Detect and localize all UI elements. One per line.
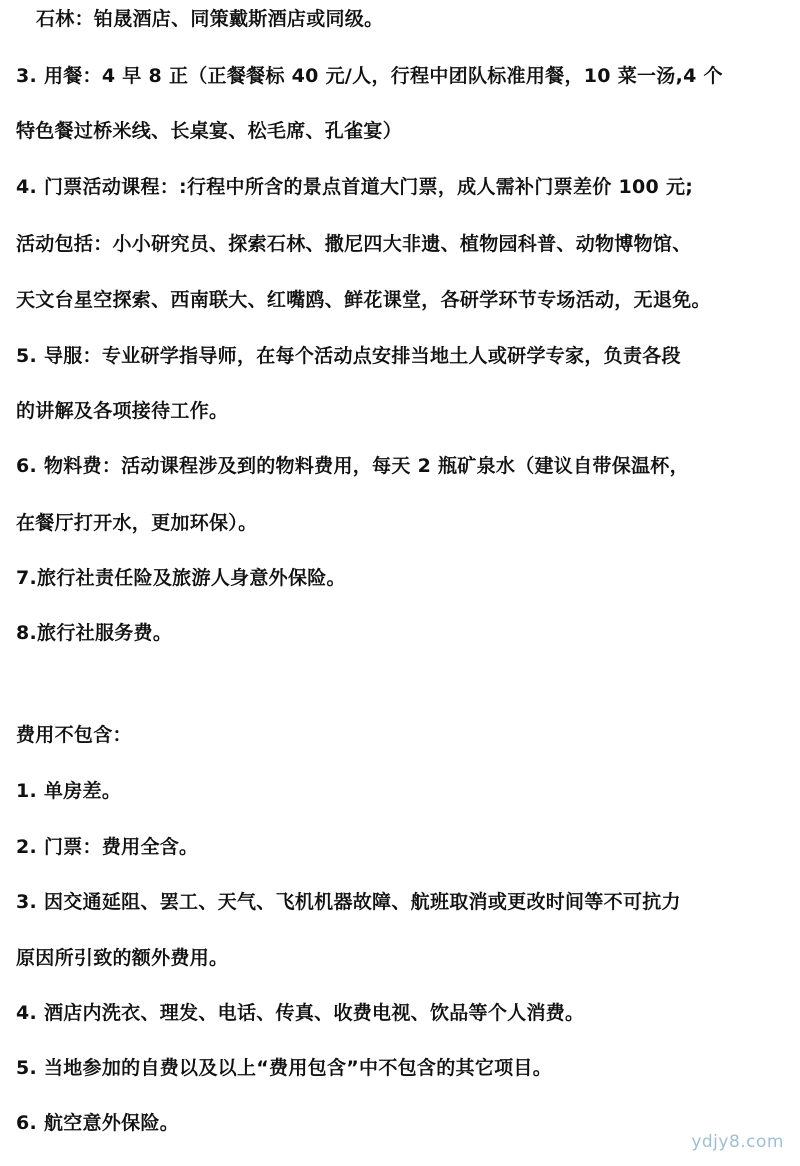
excluded-item-6: 6. 航空意外保险。: [16, 1112, 180, 1134]
excluded-item-4: 4. 酒店内洗衣、理发、电话、传真、收费电视、饮品等个人消费。: [16, 1002, 585, 1024]
materials-line-1: 6. 物料费：活动课程涉及到的物料费用，每天 2 瓶矿泉水（建议自带保温杯，: [16, 455, 689, 477]
excluded-item-3-line-1: 3. 因交通延阻、罢工、天气、飞机机器故障、航班取消或更改时间等不可抗力: [16, 891, 681, 913]
excluded-heading: 费用不包含：: [16, 724, 132, 746]
excluded-item-3-line-2: 原因所引致的额外费用。: [16, 947, 229, 969]
watermark-text: ydjy8.com: [691, 1132, 784, 1152]
tickets-line-1: 4. 门票活动课程：:行程中所含的景点首道大门票，成人需补门票差价 100 元;: [16, 176, 694, 198]
activities-line-2: 天文台星空探索、西南联大、红嘴鸥、鲜花课堂，各研学环节专场活动，无退免。: [16, 289, 711, 311]
activities-line-1: 活动包括：小小研究员、探索石林、撒尼四大非遗、植物园科普、动物博物馆、: [16, 233, 692, 255]
excluded-item-5: 5. 当地参加的自费以及以上“费用包含”中不包含的其它项目。: [16, 1057, 553, 1079]
service-fee-line: 8.旅行社服务费。: [16, 622, 173, 644]
materials-line-2: 在餐厅打开水，更加环保）。: [16, 512, 258, 534]
meals-line-1: 3. 用餐：4 早 8 正（正餐餐标 40 元/人，行程中团队标准用餐，10 菜一汤,4 个: [16, 65, 723, 87]
excluded-item-2: 2. 门票：费用全含。: [16, 836, 199, 858]
meals-line-2: 特色餐过桥米线、长桌宴、松毛席、孔雀宴）: [16, 120, 403, 142]
guide-line-1: 5. 导服：专业研学指导师，在每个活动点安排当地土人或研学专家，负责各段: [16, 345, 681, 367]
hotel-line: 石林：铂晟酒店、同策戴斯酒店或同级。: [36, 8, 384, 30]
guide-line-2: 的讲解及各项接待工作。: [16, 400, 229, 422]
insurance-line: 7.旅行社责任险及旅游人身意外保险。: [16, 567, 346, 589]
excluded-item-1: 1. 单房差。: [16, 780, 122, 802]
